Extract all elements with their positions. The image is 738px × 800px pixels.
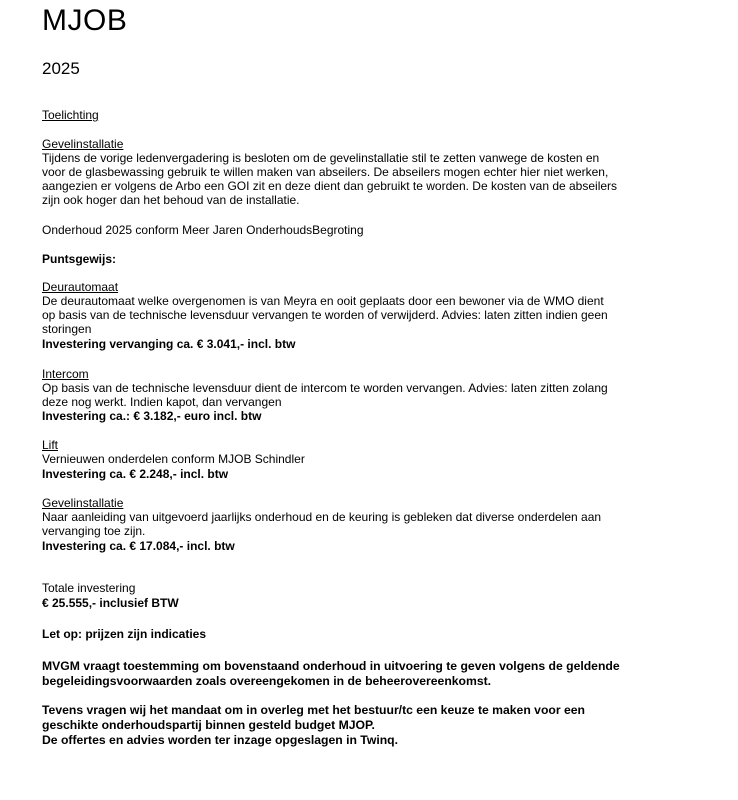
deurautomaat-heading: Deurautomaat <box>42 280 119 294</box>
gevelinstallatie2-line: vervanging toe zijn. <box>42 524 146 538</box>
lift-investering: Investering ca. € 2.248,- incl. btw <box>42 467 229 481</box>
totale-investering-label: Totale investering <box>42 581 136 595</box>
intercom-heading: Intercom <box>42 367 89 381</box>
gevelinstallatie-line: Tijdens de vorige ledenvergadering is besloten om de gevelinstallatie stil te zetten vanwege de kosten en <box>42 151 600 165</box>
mvgm-line: begeleidingsvoorwaarden zoals overeengekomen in de beheerovereenkomst. <box>42 674 492 688</box>
toelichting-heading: Toelichting <box>42 108 99 122</box>
gevelinstallatie-line: aangezien er volgens de Arbo een GOI zit en deze dient dan gebruikt te worden. De kosten van de abseilers <box>42 179 618 193</box>
document-year: 2025 <box>42 59 80 78</box>
gevelinstallatie-line: voor de glasbewassing gebruik te willen maken van abseilers. De abseilers mogen echter hier niet werken, <box>42 165 609 179</box>
gevelinstallatie2-heading: Gevelinstallatie <box>42 496 124 510</box>
intercom-line: Op basis van de technische levensduur dient de intercom te worden vervangen. Advies: laten zitten zolang <box>42 381 608 395</box>
mandaat-line: De offertes en advies worden ter inzage opgeslagen in Twinq. <box>42 733 398 747</box>
mandaat-line: Tevens vragen wij het mandaat om in overleg met het bestuur/tc een keuze te maken voor een <box>42 703 585 717</box>
totale-investering-value: € 25.555,- inclusief BTW <box>42 596 179 610</box>
intercom-line: deze nog werkt. Indien kapot, dan vervangen <box>42 395 282 409</box>
gevelinstallatie-line: zijn ook hoger dan het behoud van de installatie. <box>42 193 300 207</box>
intercom-investering: Investering ca.: € 3.182,- euro incl. btw <box>42 409 262 423</box>
mandaat-line: geschikte onderhoudspartij binnen gesteld budget MJOP. <box>42 718 375 732</box>
deurautomaat-line: op basis van de technische levensduur vervangen te worden of verwijderd. Advies: laten zitten indien geen <box>42 308 608 322</box>
document-title: MJOB <box>42 4 128 37</box>
onderhoud-line: Onderhoud 2025 conform Meer Jaren OnderhoudsBegroting <box>42 223 364 237</box>
lift-heading: Lift <box>42 438 59 452</box>
puntsgewijs-heading: Puntsgewijs: <box>42 252 117 266</box>
let-op-note: Let op: prijzen zijn indicaties <box>42 627 207 641</box>
gevelinstallatie2-investering: Investering ca. € 17.084,- incl. btw <box>42 539 235 553</box>
gevelinstallatie2-line: Naar aanleiding van uitgevoerd jaarlijks onderhoud en de keuring is gebleken dat diverse onderdelen aan <box>42 510 602 524</box>
deurautomaat-line: De deurautomaat welke overgenomen is van Meyra en ooit geplaats door een bewoner via de WMO dient <box>42 294 604 308</box>
deurautomaat-line: storingen <box>42 322 92 336</box>
mvgm-line: MVGM vraagt toestemming om bovenstaand onderhoud in uitvoering te geven volgens de geldende <box>42 659 620 673</box>
deurautomaat-investering: Investering vervanging ca. € 3.041,- incl. btw <box>42 337 296 351</box>
gevelinstallatie-heading: Gevelinstallatie <box>42 137 124 151</box>
lift-line: Vernieuwen onderdelen conform MJOB Schindler <box>42 452 305 466</box>
